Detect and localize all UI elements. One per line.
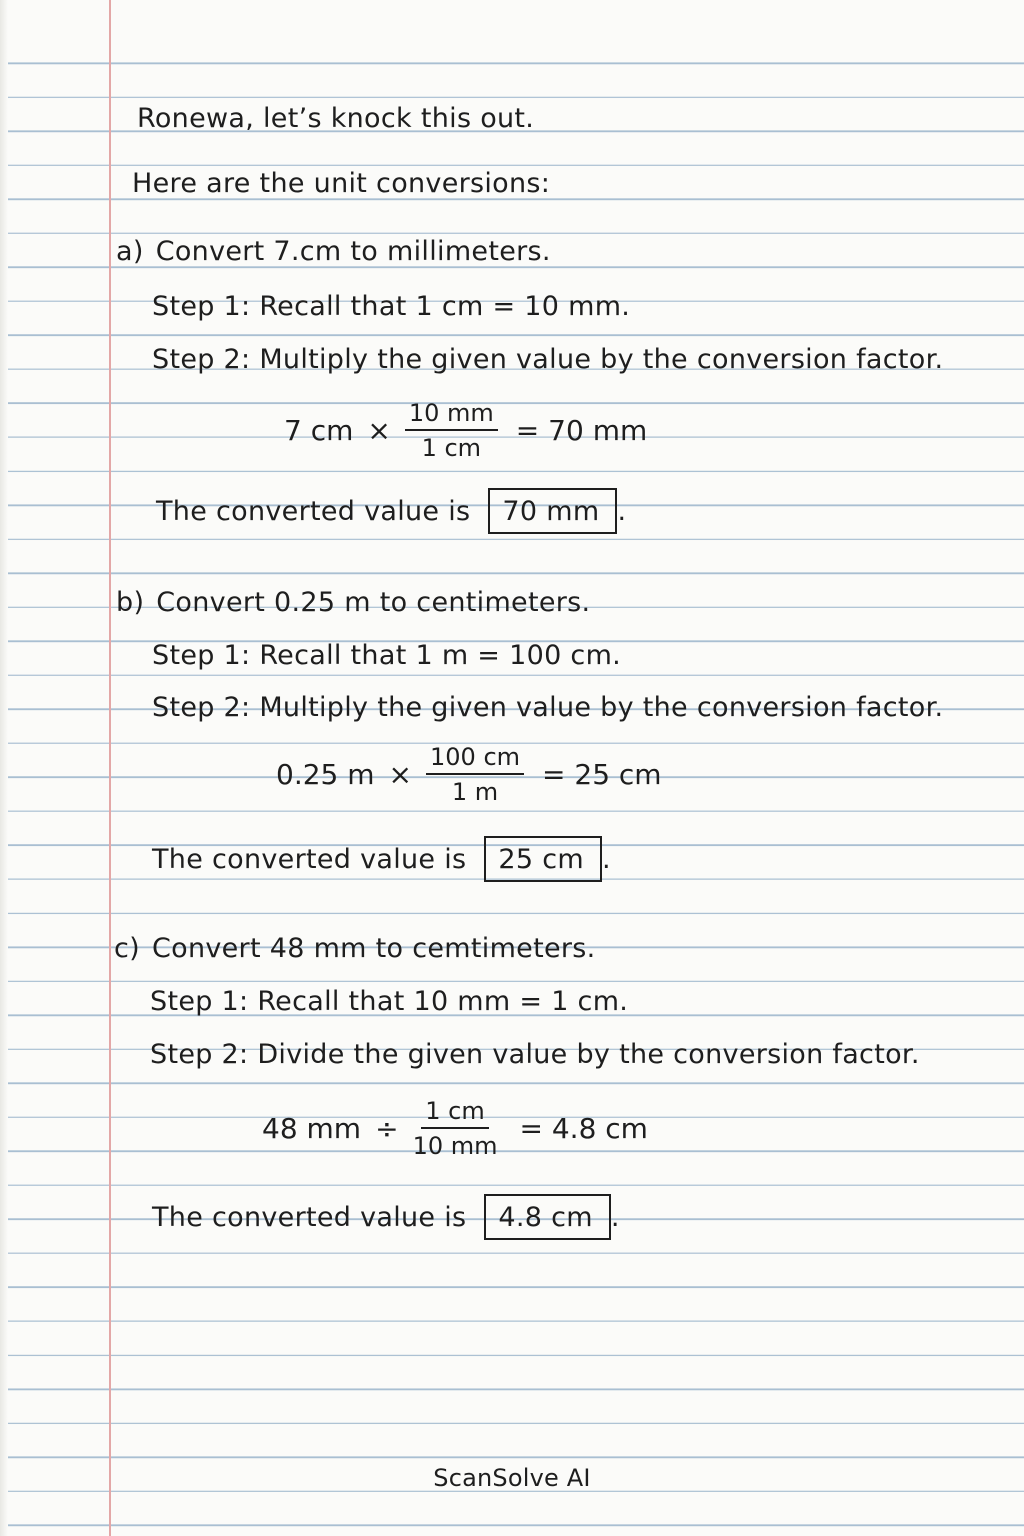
problem-b-equation <box>276 742 662 807</box>
problem-b-label: b) <box>116 587 145 618</box>
problem-a-step2: Step 2: Multiply the given value by the conversion factor. <box>152 344 944 375</box>
fraction-denominator: 1 cm <box>421 434 482 462</box>
answer-box: 4.8 cm <box>484 1194 610 1240</box>
eq-left: 48 mm <box>262 1112 362 1145</box>
answer-period: . <box>601 844 611 875</box>
answer-box: 70 mm <box>488 488 617 534</box>
answer-period: . <box>610 1202 620 1233</box>
intro-text: Here are the unit conversions: <box>132 168 551 199</box>
eq-result: = 25 cm <box>542 758 662 791</box>
fraction-denominator: 10 mm <box>412 1132 498 1160</box>
problem-c-text: Convert 48 mm to cemtimeters. <box>151 933 596 964</box>
eq-left: 0.25 m <box>276 758 375 791</box>
problem-b-answer-line <box>152 836 611 883</box>
problem-a-answer-line <box>156 488 626 535</box>
answer-prefix: The converted value is <box>152 844 467 875</box>
fraction-numerator: 10 mm <box>405 398 498 431</box>
divide-sign: ÷ <box>375 1112 399 1145</box>
answer-box: 25 cm <box>484 836 602 882</box>
problem-c-answer-line <box>152 1194 620 1241</box>
problem-c-step1: Step 1: Recall that 10 mm = 1 cm. <box>150 986 629 1017</box>
eq-result: = 70 mm <box>515 414 648 447</box>
answer-period: . <box>617 496 627 527</box>
problem-a-step1: Step 1: Recall that 1 cm = 10 mm. <box>152 291 631 322</box>
watermark: ScanSolve AI <box>433 1464 591 1492</box>
fraction-denominator: 1 m <box>451 778 499 806</box>
margin-line <box>109 0 111 1536</box>
fraction-numerator: 1 cm <box>421 1096 488 1129</box>
problem-b-step1: Step 1: Recall that 1 m = 100 cm. <box>152 640 622 671</box>
answer-prefix: The converted value is <box>156 496 471 527</box>
problem-b-text: Convert 0.25 m to centimeters. <box>156 587 591 618</box>
problem-c-step2: Step 2: Divide the given value by the conversion factor. <box>150 1039 920 1070</box>
multiply-sign: × <box>367 414 391 447</box>
fraction-numerator: 100 cm <box>426 742 524 775</box>
eq-left: 7 cm <box>284 414 354 447</box>
multiply-sign: × <box>388 758 412 791</box>
problem-a-label: a) <box>116 236 144 267</box>
greeting-text: Ronewa, let’s knock this out. <box>137 103 535 134</box>
problem-a-text: Convert 7.cm to millimeters. <box>155 236 551 267</box>
problem-c-equation <box>262 1096 648 1161</box>
problem-b-prompt <box>116 586 590 620</box>
problem-c-label: c) <box>114 933 140 964</box>
conversion-fraction <box>413 1096 498 1161</box>
conversion-fraction <box>426 742 524 807</box>
problem-b-step2: Step 2: Multiply the given value by the conversion factor. <box>152 692 944 723</box>
problem-a-equation <box>284 398 647 463</box>
page-edge-shadow <box>0 0 8 1536</box>
answer-prefix: The converted value is <box>152 1202 467 1233</box>
problem-a-prompt <box>116 235 551 269</box>
conversion-fraction <box>405 398 498 463</box>
problem-c-prompt <box>114 932 596 966</box>
eq-result: = 4.8 cm <box>519 1112 648 1145</box>
